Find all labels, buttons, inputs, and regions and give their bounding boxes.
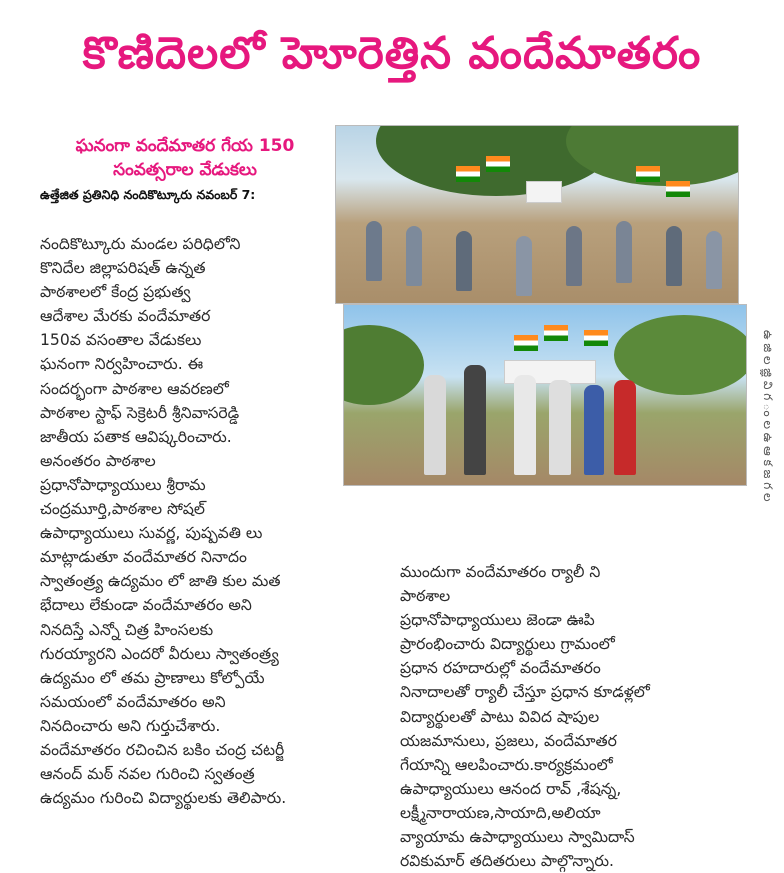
article-line: ప్రారంభించారు విద్యార్థులు గ్రామంలో	[400, 635, 615, 654]
flag	[584, 330, 608, 346]
student-figure	[516, 236, 532, 296]
article-line: నందికొట్కూరు మండల పరిధిలోని	[40, 235, 241, 253]
article-line: లక్ష్మీనారాయణ,సాయాది,అలియా	[400, 803, 601, 822]
article-line: పాఠశాల	[400, 587, 451, 606]
article-line: సందర్భంగా పాఠశాల ఆవరణలో	[40, 379, 229, 398]
headline: కొణిదెలలో హెూరెత్తిన వందేమాతరం	[82, 28, 702, 79]
article-line: నినదిస్తే ఎన్నో చిత్ర హింసలకు	[40, 620, 214, 639]
rally-photo-teachers	[343, 304, 747, 486]
dateline: ఉత్తేజిత ప్రతినిధి నందికొట్కూరు నవంబర్ 7:	[40, 187, 256, 202]
teacher-figure	[549, 380, 571, 475]
student-figure	[406, 226, 422, 286]
article-line: పాఠశాల స్టాఫ్ సెక్రెటరీ శ్రీనివాసరెడ్డి	[40, 403, 240, 422]
article-line: విద్యార్థులతో పాటు వివిద షాపుల	[400, 707, 600, 726]
article-line: ఉద్యమం లో తమ ప్రాణాలు కోల్పోయే	[40, 668, 265, 687]
teacher-figure	[424, 375, 446, 475]
rally-photo-students	[335, 125, 739, 304]
flag	[456, 166, 480, 182]
student-figure	[366, 221, 382, 281]
article-line: అనంతరం పాఠశాల	[40, 451, 156, 470]
teacher-figure	[614, 380, 636, 475]
student-figure	[456, 231, 472, 291]
article-line: గేయాన్ని ఆలపించారు.కార్యక్రమంలో	[400, 755, 613, 774]
article-line: నినాదాలతో ర్యాలీ చేస్తూ ప్రధాన కూడళ్లలో	[400, 683, 650, 702]
article-line: ఉపాధ్యాయులు సువర్ణ, పుష్పవతి లు	[40, 524, 263, 543]
flag	[486, 156, 510, 172]
article-line: పాఠశాలలో కేంద్ర ప్రభుత్వ	[40, 283, 191, 302]
article-line: ఉద్యమం గురించి విద్యార్థులకు తెలిపారు.	[40, 789, 287, 808]
article-line: వందేమాతరం రచించిన బకిం చంద్ర చటర్జీ	[40, 740, 285, 759]
tree-canopy	[343, 325, 424, 405]
article-line: మాట్లాడుతూ వందేమాతర నినాదం	[40, 548, 247, 567]
article-line: రవికుమార్ తదితరులు పాల్గొన్నారు.	[400, 852, 614, 871]
article-line: నినదించారు అని గుర్తుచేశారు.	[40, 716, 221, 735]
student-figure	[706, 231, 722, 289]
student-figure	[616, 221, 632, 283]
teacher-figure	[464, 365, 486, 475]
left-column	[40, 232, 362, 810]
flag	[544, 325, 568, 341]
flag	[666, 181, 690, 197]
article-line: జాతీయ పతాక ఆవిష్కరించారు.	[40, 427, 232, 446]
rally-banner	[526, 181, 562, 203]
article-line: చంద్రమూర్తి,పాఠశాల సోషల్	[40, 500, 205, 519]
subheading-line-1: ఘనంగా వందేమాతర గేయ 150	[75, 136, 295, 156]
article-line: ఆదేశాల మేరకు వందేమాతర	[40, 307, 211, 326]
article-line: ప్రధానోపాధ్యాయులు శ్రీరామ	[40, 475, 206, 494]
article-line: ప్రధాన రహదారుల్లో వందేమాతరం	[400, 659, 601, 678]
article-line: గురయ్యారని ఎందరో వీరులు స్వాతంత్ర్య	[40, 644, 279, 663]
article-line: 150వ వసంతాల వేడుకలు	[40, 331, 202, 350]
article-line: ముందుగా వందేమాతరం ర్యాలీ ని	[400, 563, 601, 581]
article-line: సమయంలో వందేమాతరం అని	[40, 692, 226, 711]
article-line: యజమానులు, ప్రజలు, వందేమాతర	[400, 731, 617, 750]
article-line: ఉపాధ్యాయులు ఆనంద రావ్ ,శేషన్న,	[400, 779, 622, 798]
right-column	[400, 560, 740, 873]
article-line: ప్రధానోపాధ్యాయులు జెండా ఊపి	[400, 611, 595, 630]
subheading	[40, 134, 330, 182]
student-figure	[566, 226, 582, 286]
teacher-figure	[514, 375, 536, 475]
subheading-line-2: సంవత్సరాల వేడుకలు	[113, 160, 257, 180]
flag	[636, 166, 660, 182]
flag	[514, 335, 538, 351]
article-line: వ్యాయామ ఉపాధ్యాయులు స్వామిదాస్	[400, 828, 635, 847]
teacher-figure	[584, 385, 604, 475]
article-line: ఆనంద్ మఠ్ నవల గురించి స్వతంత్ర	[40, 765, 255, 784]
article-line: భేదాలు లేకుండా వందేమాతరం అని	[40, 596, 252, 615]
article-line: స్వాతంత్ర్య ఉద్యమం లో జాతి కుల మత	[40, 572, 281, 591]
article-line: ఘనంగా నిర్వహించారు. ఈ	[40, 355, 204, 374]
student-figure	[666, 226, 682, 286]
article-line: కొనిదేల జిల్లాపరిషత్ ఉన్నత	[40, 259, 206, 278]
adjacent-column-fragment: ఉ జి ల జ్ఞి వి గ ం ల ఉ ఆ క జ గ ల	[761, 330, 775, 502]
